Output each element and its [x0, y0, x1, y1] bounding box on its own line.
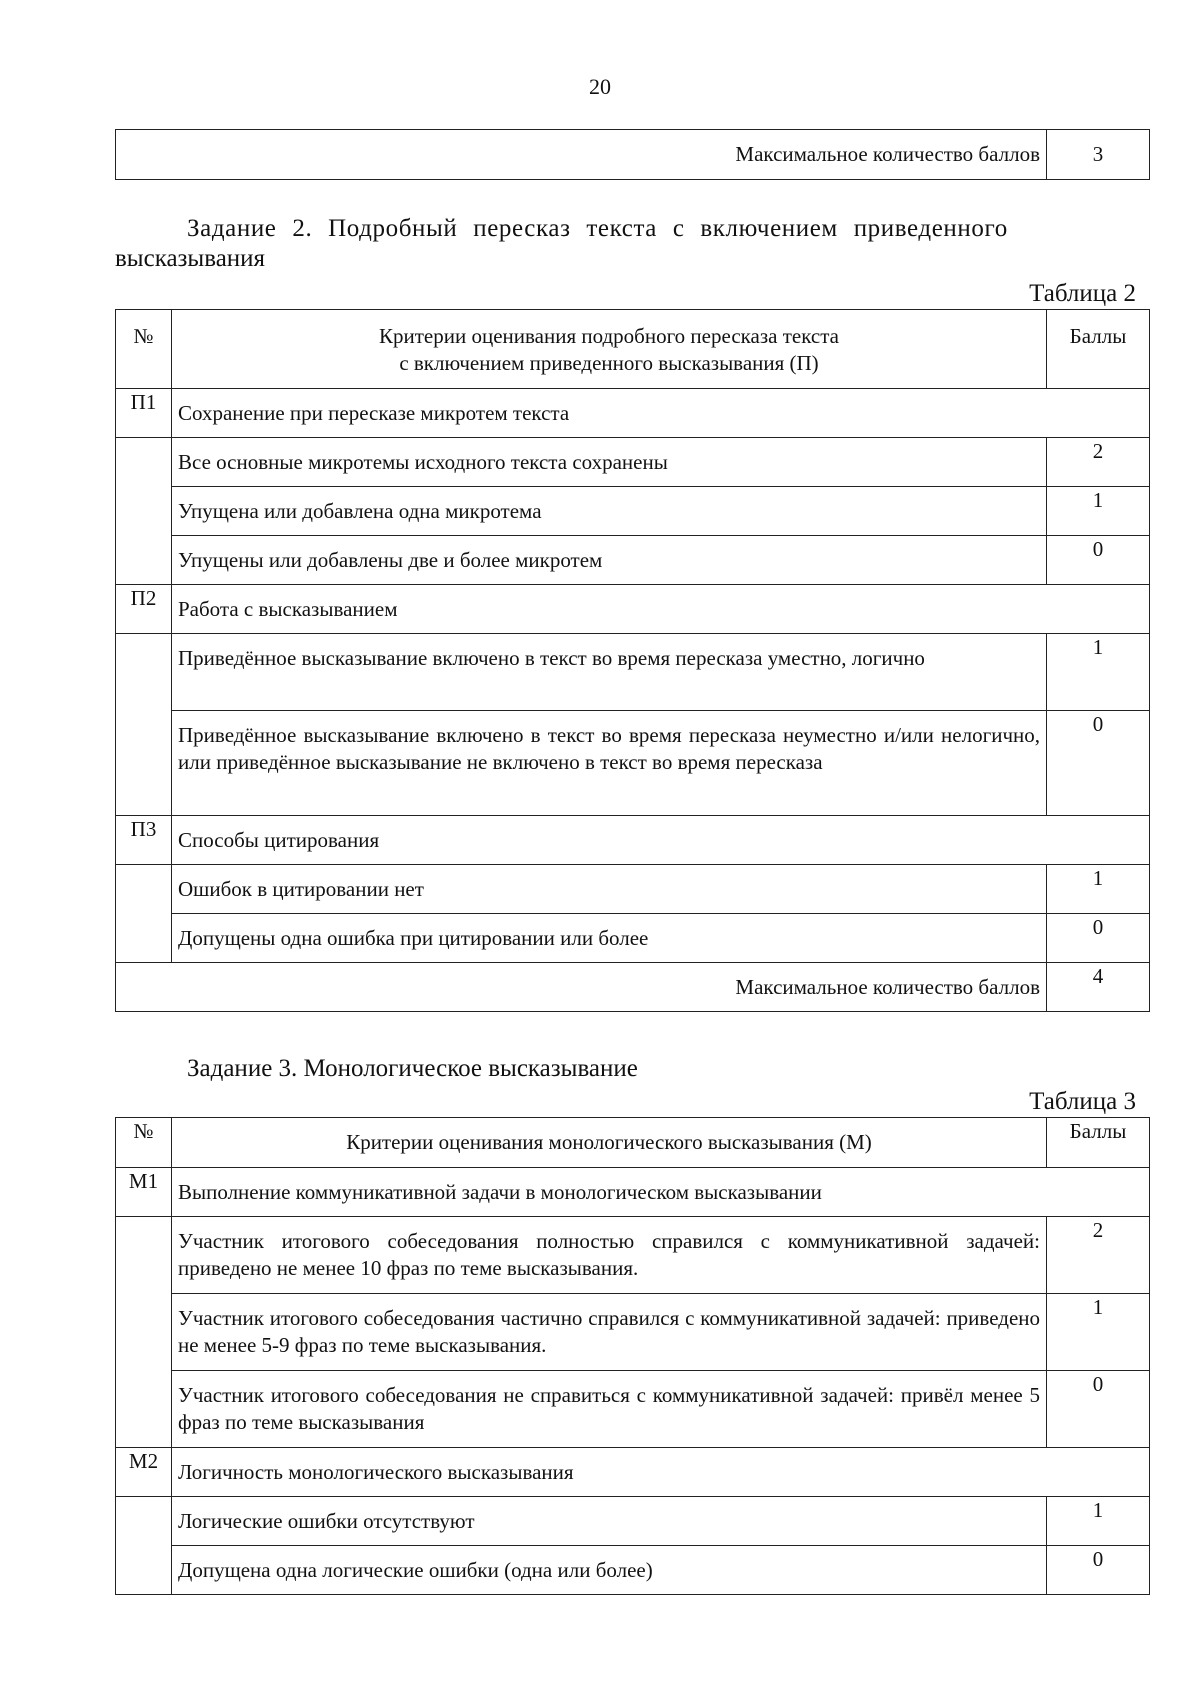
table-row — [116, 1217, 1150, 1294]
criterion-points: 1 — [1047, 865, 1150, 914]
table-row — [116, 487, 1150, 536]
criterion-text: Упущены или добавлены две и более микротем — [172, 536, 1047, 585]
task3-title — [115, 1054, 1135, 1084]
criterion-points: 1 — [1047, 487, 1150, 536]
criterion-text: Участник итогового собеседования частично справился с коммуникативной задачей: приведено не менее 5-9 фраз по теме высказывания. — [172, 1294, 1047, 1371]
table-header — [116, 310, 1150, 389]
criterion-points: 2 — [1047, 1217, 1150, 1294]
criterion-text: Приведённое высказывание включено в текст во время пересказа уместно, логично — [172, 634, 1047, 711]
section-row — [116, 389, 1150, 438]
criterion-points: 1 — [1047, 634, 1150, 711]
table-row — [116, 711, 1150, 816]
criterion-points: 0 — [1047, 711, 1150, 816]
empty-num-cell — [116, 865, 172, 963]
max-label: Максимальное количество баллов — [116, 130, 1047, 180]
criterion-text: Все основные микротемы исходного текста сохранены — [172, 438, 1047, 487]
task2-table-label: Таблица 2 — [1029, 280, 1136, 307]
criterion-points: 0 — [1047, 914, 1150, 963]
table-row — [116, 1546, 1150, 1595]
table-row — [116, 536, 1150, 585]
criterion-points: 2 — [1047, 438, 1150, 487]
task3-table-label: Таблица 3 — [1029, 1088, 1136, 1115]
header-criteria-line2: с включением приведенного высказывания (П) — [399, 351, 819, 375]
max-value: 4 — [1047, 963, 1150, 1012]
criterion-text: Приведённое высказывание включено в текст во время пересказа неуместно и/или нелогично, или приведённое высказывание не включено в текст во время пересказа — [172, 711, 1047, 816]
task2-title-line2: высказывания — [115, 245, 266, 272]
task2-title-line1: Задание 2. Подробный пересказ текста с включением приведенного — [187, 215, 1008, 242]
criterion-text: Ошибок в цитировании нет — [172, 865, 1047, 914]
section-title: Работа с высказыванием — [172, 585, 1150, 634]
criterion-points: 1 — [1047, 1294, 1150, 1371]
task3-table — [115, 1117, 1150, 1595]
section-code: П1 — [116, 389, 172, 438]
criterion-points: 0 — [1047, 1546, 1150, 1595]
header-num: № — [116, 1118, 172, 1168]
section-title: Выполнение коммуникативной задачи в монологическом высказывании — [172, 1168, 1150, 1217]
section-row — [116, 1168, 1150, 1217]
table-row — [116, 634, 1150, 711]
criterion-text: Логические ошибки отсутствуют — [172, 1497, 1047, 1546]
max-value: 3 — [1047, 130, 1150, 180]
top-max-table — [115, 129, 1150, 180]
table-row — [116, 1497, 1150, 1546]
section-code: П3 — [116, 816, 172, 865]
table-row — [116, 1294, 1150, 1371]
criterion-points: 0 — [1047, 536, 1150, 585]
header-criteria — [172, 310, 1047, 389]
empty-num-cell — [116, 438, 172, 585]
criterion-text: Участник итогового собеседования полностью справился с коммуникативной задачей: приведено не менее 10 фраз по теме высказывания. — [172, 1217, 1047, 1294]
empty-num-cell — [116, 1497, 172, 1595]
header-criteria: Критерии оценивания монологического высказывания (М) — [172, 1118, 1047, 1168]
criterion-points: 1 — [1047, 1497, 1150, 1546]
section-code: М2 — [116, 1448, 172, 1497]
header-points: Баллы — [1047, 310, 1150, 389]
section-title: Сохранение при пересказе микротем текста — [172, 389, 1150, 438]
criterion-text: Допущена одна логические ошибки (одна или более) — [172, 1546, 1047, 1595]
criterion-text: Участник итогового собеседования не справиться с коммуникативной задачей: привёл менее 5 фраз по теме высказывания — [172, 1371, 1047, 1448]
table-row — [116, 438, 1150, 487]
table-header — [116, 1118, 1150, 1168]
section-title: Способы цитирования — [172, 816, 1150, 865]
section-code: М1 — [116, 1168, 172, 1217]
criterion-text: Допущены одна ошибка при цитировании или более — [172, 914, 1047, 963]
section-row — [116, 816, 1150, 865]
section-code: П2 — [116, 585, 172, 634]
table-row — [116, 1371, 1150, 1448]
section-row — [116, 1448, 1150, 1497]
empty-num-cell — [116, 1217, 172, 1448]
criterion-text: Упущена или добавлена одна микротема — [172, 487, 1047, 536]
header-points: Баллы — [1047, 1118, 1150, 1168]
table-row — [116, 914, 1150, 963]
header-num: № — [116, 310, 172, 389]
section-row — [116, 585, 1150, 634]
task2-table — [115, 309, 1150, 1012]
task3-title-text: Задание 3. Монологическое высказывание — [187, 1055, 638, 1082]
table-row — [116, 865, 1150, 914]
section-title: Логичность монологического высказывания — [172, 1448, 1150, 1497]
criterion-points: 0 — [1047, 1371, 1150, 1448]
max-row — [116, 963, 1150, 1012]
max-label: Максимальное количество баллов — [116, 963, 1047, 1012]
page-number: 20 — [589, 74, 611, 99]
task2-title — [115, 214, 1135, 274]
header-criteria-line1: Критерии оценивания подробного пересказа текста — [379, 324, 839, 348]
empty-num-cell — [116, 634, 172, 816]
